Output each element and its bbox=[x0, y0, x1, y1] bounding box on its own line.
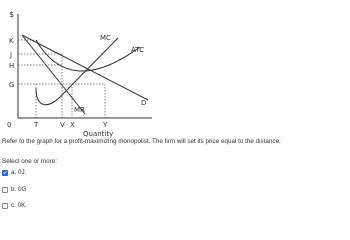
mc-label: MC bbox=[100, 34, 111, 42]
option-b[interactable] bbox=[2, 186, 26, 193]
checkbox-b[interactable] bbox=[2, 187, 8, 193]
x-tick-0: 0 bbox=[7, 121, 12, 129]
option-c[interactable] bbox=[2, 202, 27, 209]
y-tick-h: H bbox=[9, 62, 15, 70]
y-tick-k: K bbox=[9, 37, 14, 45]
demand-curve bbox=[22, 35, 148, 100]
y-axis-label: $ bbox=[9, 10, 15, 19]
option-c-label: c. 0K. bbox=[11, 202, 28, 209]
y-tick-j: J bbox=[10, 51, 13, 59]
x-tick-v: V bbox=[60, 121, 65, 129]
mc-curve bbox=[36, 38, 118, 105]
option-a-label: a. 0J. bbox=[11, 169, 27, 176]
question-prompt: Refer to the graph for a profit-maximizing monopolist. The firm will set its price equal to the distance: bbox=[2, 138, 281, 145]
option-b-label: b. 0G bbox=[11, 186, 27, 193]
y-tick-g: G bbox=[9, 81, 15, 89]
checkbox-a[interactable] bbox=[2, 170, 8, 176]
x-tick-t: T bbox=[34, 121, 39, 129]
checkbox-c[interactable] bbox=[2, 203, 8, 209]
atc-curve bbox=[36, 40, 140, 71]
x-tick-x: X bbox=[70, 121, 75, 129]
select-instruction: Select one or more: bbox=[2, 158, 57, 165]
checkmark-icon bbox=[3, 170, 7, 175]
x-tick-y: Y bbox=[103, 121, 108, 129]
option-a[interactable] bbox=[2, 169, 26, 176]
mr-label: MR bbox=[74, 106, 85, 114]
atc-label: ATC bbox=[131, 46, 144, 54]
d-label: D bbox=[141, 99, 147, 107]
x-axis-label: Quantity bbox=[83, 130, 114, 138]
